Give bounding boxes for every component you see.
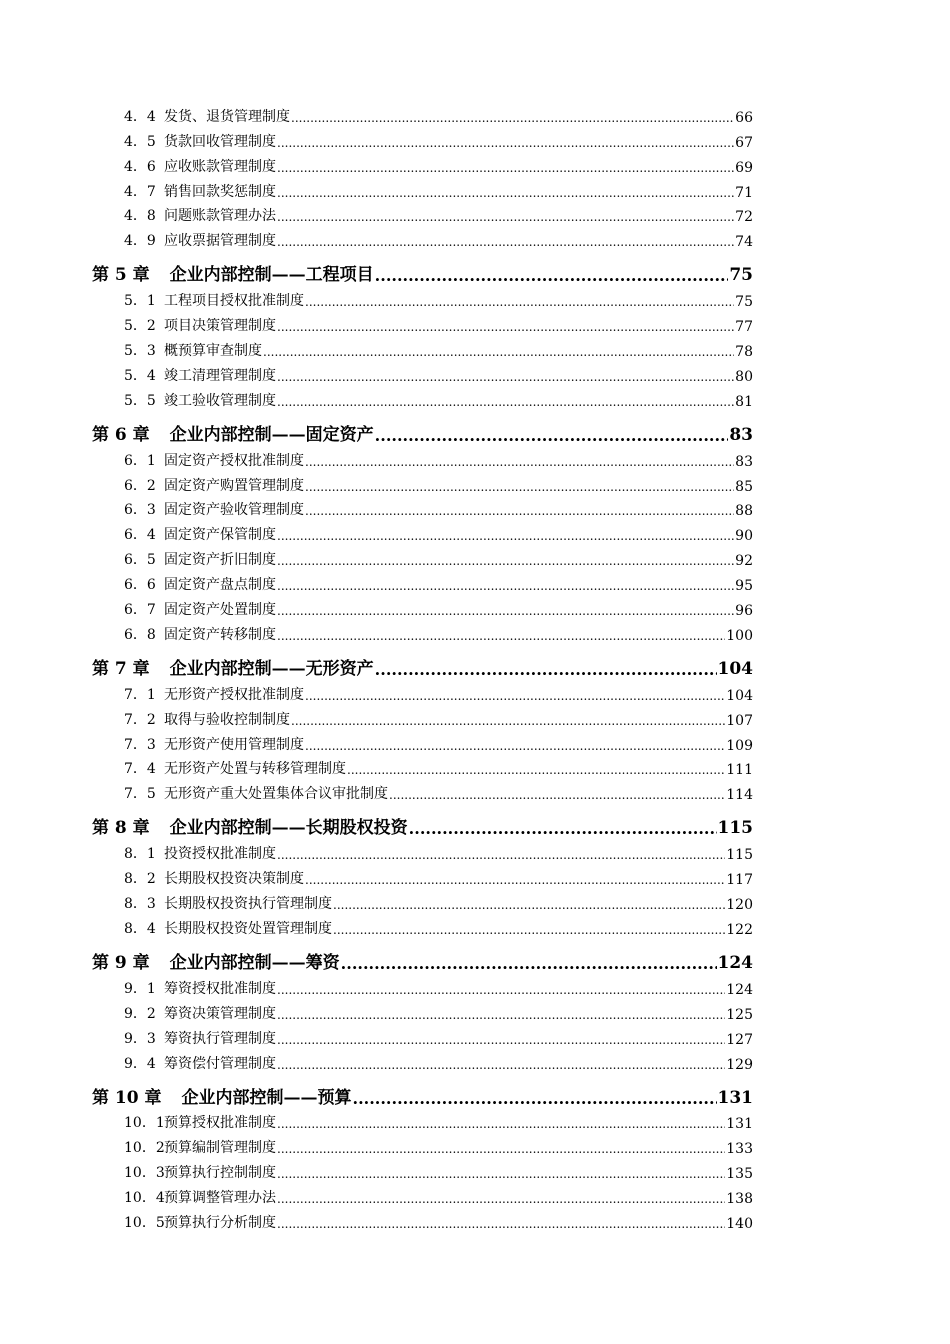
toc-entry-page-number: 71: [735, 184, 753, 201]
toc-entry-number: 第 5 章: [92, 265, 150, 286]
toc-entry-number: 4．6: [124, 158, 156, 175]
toc-section-entry[interactable]: [92, 126, 753, 151]
toc-entry-number: 9．4: [124, 1055, 156, 1072]
toc-entry-title: 固定资产处置制度: [164, 602, 276, 619]
toc-entry-title: 应收票据管理制度: [164, 233, 276, 250]
toc-entry-title: 固定资产验收管理制度: [164, 502, 304, 519]
toc-entry-title: 企业内部控制——无形资产: [169, 658, 374, 679]
toc-entry-number: 第 7 章: [92, 658, 150, 679]
table-of-contents: [92, 101, 753, 1232]
dot-leader: [277, 370, 734, 385]
toc-entry-page-number: 135: [726, 1166, 753, 1183]
dot-leader: [277, 1192, 725, 1207]
toc-section-entry[interactable]: [92, 544, 753, 569]
toc-section-entry[interactable]: [92, 1182, 753, 1207]
toc-entry-title: 预算执行分析制度: [164, 1214, 276, 1231]
toc-entry-page-number: 80: [735, 368, 753, 385]
toc-section-entry[interactable]: [92, 704, 753, 729]
toc-entry-title: 工程项目授权批准制度: [164, 293, 304, 310]
toc-entry-number: 8．1: [124, 846, 156, 863]
toc-entry-title: 无形资产处置与转移管理制度: [164, 761, 346, 778]
toc-entry-number: 5．3: [124, 343, 156, 360]
toc-entry-title: 竣工验收管理制度: [164, 392, 276, 409]
dot-leader: [277, 1033, 725, 1048]
toc-section-entry[interactable]: [92, 1207, 753, 1232]
toc-entry-page-number: 125: [726, 1006, 753, 1023]
toc-section-entry[interactable]: [92, 285, 753, 310]
dot-leader: [375, 660, 717, 679]
toc-entry-page-number: 124: [726, 981, 753, 998]
toc-entry-number: 7．4: [124, 761, 156, 778]
toc-entry-number: 10．3: [124, 1165, 165, 1182]
toc-entry-page-number: 100: [726, 627, 753, 644]
toc-entry-number: 6．5: [124, 552, 156, 569]
toc-entry-page-number: 69: [735, 159, 753, 176]
toc-entry-number: 9．3: [124, 1030, 156, 1047]
toc-entry-number: 6．7: [124, 602, 156, 619]
toc-entry-title: 筹资执行管理制度: [164, 1030, 276, 1047]
dot-leader: [409, 819, 717, 838]
toc-entry-number: 8．2: [124, 871, 156, 888]
toc-entry-number: 7．3: [124, 736, 156, 753]
toc-entry-page-number: 88: [735, 503, 753, 520]
dot-leader: [333, 923, 725, 938]
toc-entry-page-number: 92: [735, 553, 753, 570]
dot-leader: [277, 848, 725, 863]
toc-entry-page-number: 90: [735, 528, 753, 545]
toc-section-entry[interactable]: [92, 1132, 753, 1157]
toc-entry-title: 固定资产盘点制度: [164, 577, 276, 594]
dot-leader: [389, 788, 725, 803]
toc-chapter-entry[interactable]: [92, 250, 753, 285]
toc-entry-title: 长期股权投资决策制度: [164, 871, 304, 888]
dot-leader: [277, 604, 734, 619]
toc-entry-page-number: 120: [726, 897, 753, 914]
toc-section-entry[interactable]: [92, 1048, 753, 1073]
toc-entry-title: 固定资产授权批准制度: [164, 452, 304, 469]
toc-entry-number: 9．2: [124, 1005, 156, 1022]
toc-entry-page-number: 77: [735, 319, 753, 336]
toc-entry-title: 概预算审查制度: [164, 343, 262, 360]
toc-entry-title: 筹资偿付管理制度: [164, 1055, 276, 1072]
toc-entry-number: 7．5: [124, 786, 156, 803]
toc-entry-title: 固定资产保管制度: [164, 527, 276, 544]
toc-section-entry[interactable]: [92, 495, 753, 520]
toc-entry-page-number: 138: [726, 1191, 753, 1208]
toc-entry-title: 固定资产折旧制度: [164, 552, 276, 569]
toc-chapter-entry[interactable]: [92, 803, 753, 838]
dot-leader: [277, 579, 734, 594]
dot-leader: [333, 898, 725, 913]
toc-section-entry[interactable]: [92, 1108, 753, 1133]
toc-entry-title: 筹资授权批准制度: [164, 980, 276, 997]
toc-entry-title: 筹资决策管理制度: [164, 1005, 276, 1022]
dot-leader: [305, 455, 734, 470]
toc-entry-number: 第 9 章: [92, 952, 150, 973]
toc-entry-number: 4．7: [124, 183, 156, 200]
dot-leader: [353, 1089, 717, 1108]
toc-section-entry[interactable]: [92, 519, 753, 544]
toc-entry-number: 4．4: [124, 108, 156, 125]
toc-entry-page-number: 115: [726, 847, 753, 864]
toc-section-entry[interactable]: [92, 101, 753, 126]
dot-leader: [277, 186, 734, 201]
toc-section-entry[interactable]: [92, 385, 753, 410]
toc-section-entry[interactable]: [92, 754, 753, 779]
toc-entry-title: 应收账款管理制度: [164, 158, 276, 175]
toc-entry-number: 4．9: [124, 233, 156, 250]
toc-entry-number: 6．4: [124, 527, 156, 544]
toc-entry-number: 5．4: [124, 367, 156, 384]
dot-leader: [375, 266, 729, 285]
toc-entry-number: 第 10 章: [92, 1087, 162, 1108]
toc-section-entry[interactable]: [92, 778, 753, 803]
toc-entry-page-number: 115: [717, 818, 753, 839]
dot-leader: [305, 295, 734, 310]
dot-leader: [347, 763, 725, 778]
toc-entry-number: 第 6 章: [92, 424, 150, 445]
dot-leader: [305, 689, 725, 704]
dot-leader: [305, 480, 734, 495]
toc-section-entry[interactable]: [92, 594, 753, 619]
toc-section-entry[interactable]: [92, 679, 753, 704]
dot-leader: [277, 554, 734, 569]
toc-entry-page-number: 122: [726, 921, 753, 938]
dot-leader: [277, 1008, 725, 1023]
toc-entry-title: 企业内部控制——固定资产: [169, 424, 374, 445]
toc-entry-number: 4．5: [124, 133, 156, 150]
toc-entry-number: 6．8: [124, 626, 156, 643]
toc-entry-page-number: 131: [726, 1116, 753, 1133]
dot-leader: [277, 320, 734, 335]
toc-entry-page-number: 140: [726, 1215, 753, 1232]
toc-entry-number: 8．3: [124, 896, 156, 913]
toc-entry-number: 8．4: [124, 920, 156, 937]
toc-section-entry[interactable]: [92, 151, 753, 176]
toc-entry-page-number: 85: [735, 478, 753, 495]
toc-entry-title: 预算编制管理制度: [164, 1140, 276, 1157]
toc-entry-page-number: 104: [726, 687, 753, 704]
toc-entry-title: 预算调整管理办法: [164, 1190, 276, 1207]
toc-entry-page-number: 74: [735, 234, 753, 251]
toc-entry-page-number: 72: [735, 209, 753, 226]
toc-entry-page-number: 127: [726, 1031, 753, 1048]
dot-leader: [277, 235, 734, 250]
toc-entry-page-number: 67: [735, 134, 753, 151]
dot-leader: [277, 136, 734, 151]
toc-entry-page-number: 131: [717, 1087, 753, 1108]
toc-entry-title: 企业内部控制——预算: [181, 1087, 352, 1108]
toc-section-entry[interactable]: [92, 360, 753, 385]
toc-section-entry[interactable]: [92, 1023, 753, 1048]
toc-entry-title: 企业内部控制——长期股权投资: [169, 818, 408, 839]
toc-entry-number: 6．1: [124, 452, 156, 469]
toc-entry-number: 5．2: [124, 318, 156, 335]
dot-leader: [277, 1217, 725, 1232]
toc-entry-number: 10．1: [124, 1115, 165, 1132]
toc-entry-number: 9．1: [124, 980, 156, 997]
toc-section-entry[interactable]: [92, 569, 753, 594]
toc-entry-page-number: 95: [735, 578, 753, 595]
dot-leader: [263, 345, 734, 360]
toc-section-entry[interactable]: [92, 445, 753, 470]
toc-section-entry[interactable]: [92, 863, 753, 888]
toc-entry-page-number: 129: [726, 1056, 753, 1073]
toc-entry-page-number: 117: [726, 872, 753, 889]
dot-leader: [277, 210, 734, 225]
toc-entry-title: 无形资产使用管理制度: [164, 736, 304, 753]
dot-leader: [277, 1058, 725, 1073]
toc-entry-title: 发货、退货管理制度: [164, 108, 290, 125]
toc-entry-title: 长期股权投资处置管理制度: [164, 920, 332, 937]
toc-chapter-entry[interactable]: [92, 938, 753, 973]
toc-entry-number: 6．2: [124, 477, 156, 494]
toc-entry-title: 预算执行控制制度: [164, 1165, 276, 1182]
dot-leader: [291, 111, 734, 126]
dot-leader: [277, 1117, 725, 1132]
toc-section-entry[interactable]: [92, 973, 753, 998]
dot-leader: [375, 426, 729, 445]
toc-chapter-entry[interactable]: [92, 1073, 753, 1108]
toc-section-entry[interactable]: [92, 201, 753, 226]
toc-entry-page-number: 81: [735, 393, 753, 410]
toc-section-entry[interactable]: [92, 838, 753, 863]
toc-entry-page-number: 83: [735, 453, 753, 470]
toc-section-entry[interactable]: [92, 888, 753, 913]
toc-entry-title: 长期股权投资执行管理制度: [164, 896, 332, 913]
toc-section-entry[interactable]: [92, 310, 753, 335]
toc-entry-title: 货款回收管理制度: [164, 133, 276, 150]
dot-leader: [277, 983, 725, 998]
toc-entry-number: 5．1: [124, 293, 156, 310]
toc-entry-page-number: 75: [735, 294, 753, 311]
toc-entry-page-number: 114: [726, 787, 753, 804]
toc-section-entry[interactable]: [92, 913, 753, 938]
toc-entry-number: 6．6: [124, 577, 156, 594]
toc-section-entry[interactable]: [92, 619, 753, 644]
dot-leader: [277, 1167, 725, 1182]
toc-entry-number: 4．8: [124, 208, 156, 225]
dot-leader: [277, 629, 725, 644]
dot-leader: [277, 1142, 725, 1157]
dot-leader: [305, 739, 725, 754]
toc-entry-title: 固定资产购置管理制度: [164, 477, 304, 494]
dot-leader: [277, 395, 734, 410]
dot-leader: [305, 504, 734, 519]
toc-section-entry[interactable]: [92, 470, 753, 495]
toc-entry-title: 投资授权批准制度: [164, 846, 276, 863]
toc-entry-title: 企业内部控制——工程项目: [169, 265, 374, 286]
toc-entry-number: 10．4: [124, 1190, 165, 1207]
toc-entry-number: 7．1: [124, 686, 156, 703]
toc-section-entry[interactable]: [92, 1157, 753, 1182]
toc-entry-title: 预算授权批准制度: [164, 1115, 276, 1132]
toc-entry-title: 企业内部控制——筹资: [169, 952, 340, 973]
dot-leader: [341, 954, 717, 973]
toc-entry-page-number: 124: [717, 952, 753, 973]
toc-entry-page-number: 96: [735, 603, 753, 620]
toc-entry-page-number: 78: [735, 344, 753, 361]
toc-section-entry[interactable]: [92, 335, 753, 360]
toc-entry-page-number: 133: [726, 1141, 753, 1158]
toc-entry-title: 固定资产转移制度: [164, 626, 276, 643]
toc-entry-number: 10．5: [124, 1214, 165, 1231]
toc-entry-number: 10．2: [124, 1140, 165, 1157]
toc-entry-title: 取得与验收控制制度: [164, 711, 290, 728]
toc-entry-title: 项目决策管理制度: [164, 318, 276, 335]
toc-entry-page-number: 107: [726, 712, 753, 729]
toc-section-entry[interactable]: [92, 729, 753, 754]
toc-entry-page-number: 104: [717, 658, 753, 679]
toc-section-entry[interactable]: [92, 998, 753, 1023]
toc-entry-title: 竣工清理管理制度: [164, 367, 276, 384]
toc-entry-title: 无形资产授权批准制度: [164, 686, 304, 703]
toc-entry-number: 5．5: [124, 392, 156, 409]
toc-entry-page-number: 83: [729, 424, 753, 445]
toc-entry-page-number: 111: [726, 762, 753, 779]
toc-entry-title: 无形资产重大处置集体合议审批制度: [164, 786, 388, 803]
toc-entry-title: 问题账款管理办法: [164, 208, 276, 225]
toc-entry-page-number: 66: [735, 109, 753, 126]
toc-entry-title: 销售回款奖惩制度: [164, 183, 276, 200]
dot-leader: [291, 714, 725, 729]
dot-leader: [305, 873, 725, 888]
dot-leader: [277, 529, 734, 544]
toc-section-entry[interactable]: [92, 176, 753, 201]
toc-entry-page-number: 109: [726, 737, 753, 754]
toc-entry-number: 6．3: [124, 502, 156, 519]
dot-leader: [277, 161, 734, 176]
toc-chapter-entry[interactable]: [92, 644, 753, 679]
toc-entry-page-number: 75: [729, 265, 753, 286]
toc-section-entry[interactable]: [92, 225, 753, 250]
toc-chapter-entry[interactable]: [92, 410, 753, 445]
toc-entry-number: 7．2: [124, 711, 156, 728]
toc-entry-number: 第 8 章: [92, 818, 150, 839]
